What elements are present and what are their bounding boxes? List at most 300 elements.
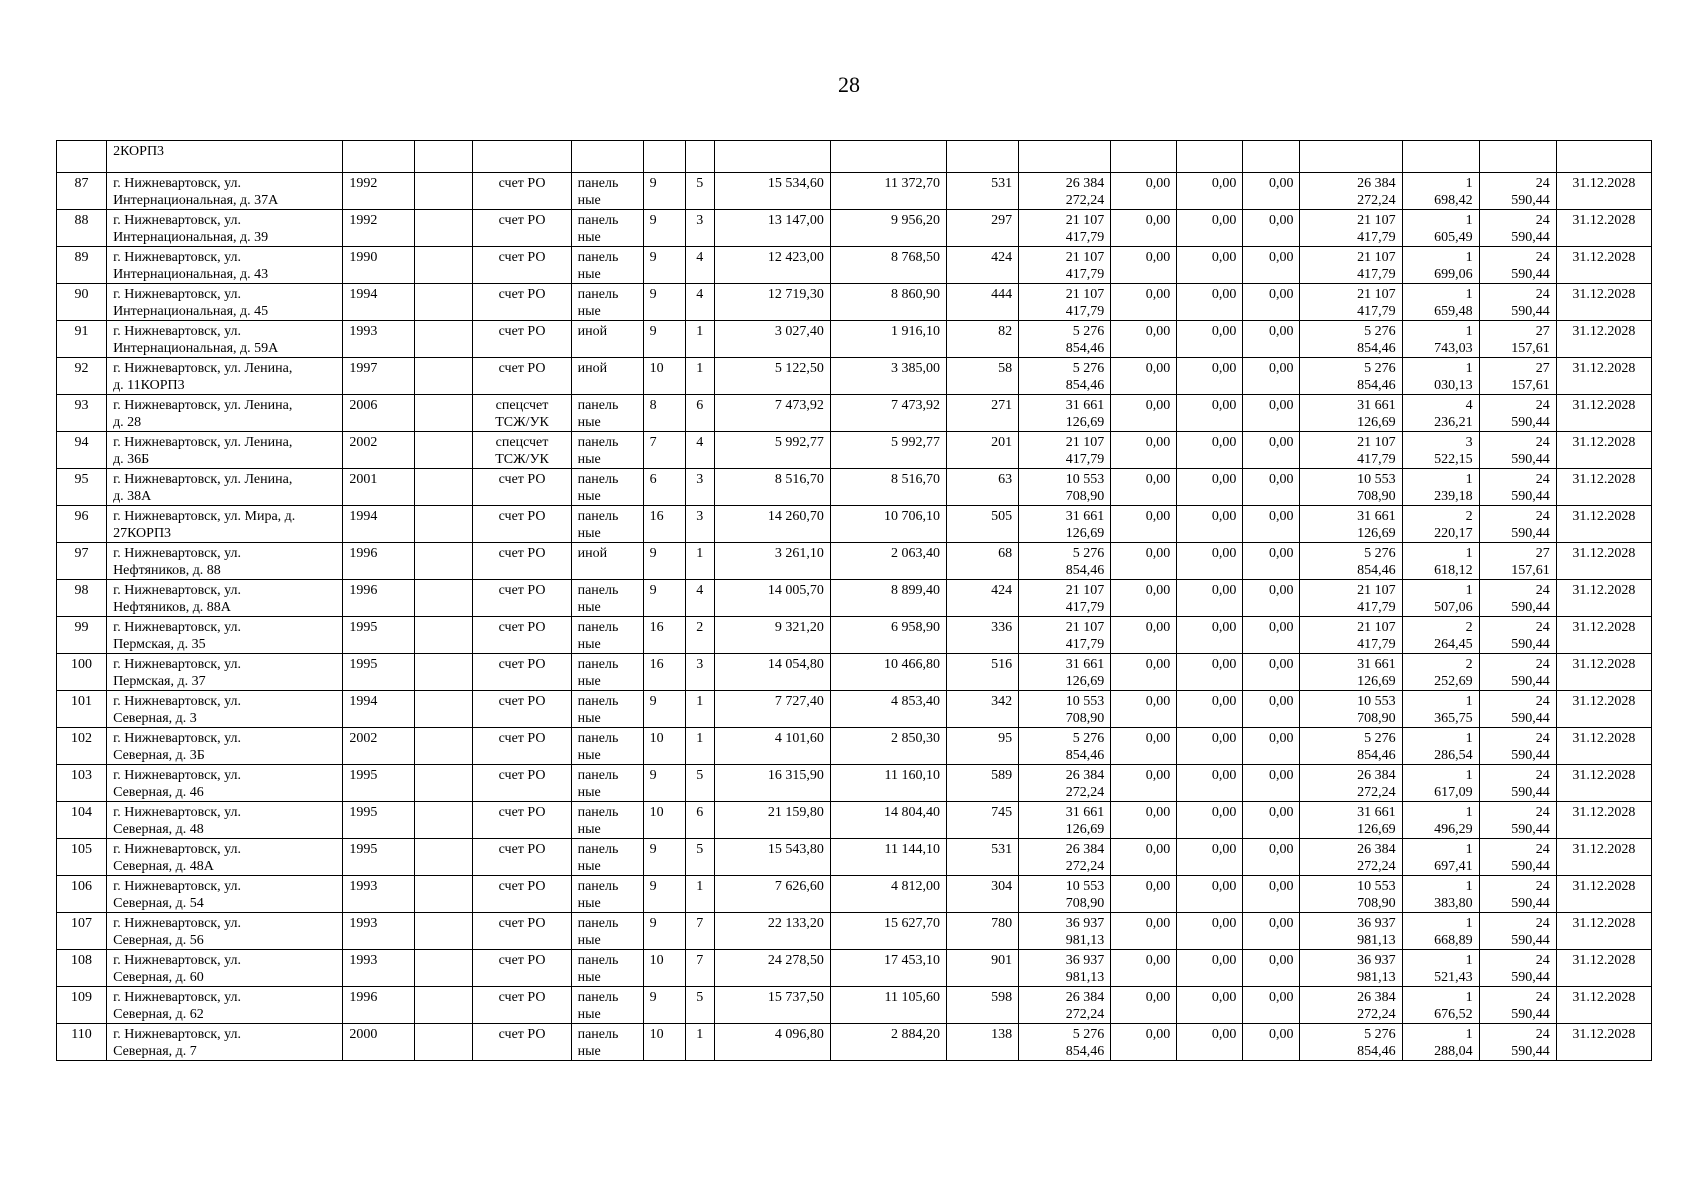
cell-cost-1: 0,00 xyxy=(1111,284,1177,321)
cell-empty xyxy=(415,543,473,580)
cell-cost-3: 0,00 xyxy=(1243,580,1300,617)
cell-cost-1: 0,00 xyxy=(1111,950,1177,987)
cell-cost-total: 26 384 272,24 xyxy=(1019,839,1111,876)
cell-living-area: 2 850,30 xyxy=(830,728,946,765)
cell-cost-3: 0,00 xyxy=(1243,432,1300,469)
cell-cost-1: 0,00 xyxy=(1111,506,1177,543)
cell-fund-method: счет РО xyxy=(473,987,571,1024)
cell-cost-limit: 27 157,61 xyxy=(1479,321,1556,358)
cell-cost-1: 0,00 xyxy=(1111,987,1177,1024)
cell-living-area: 2 884,20 xyxy=(830,1024,946,1061)
cell-number: 109 xyxy=(57,987,107,1024)
cell-cost-total: 31 661 126,69 xyxy=(1019,395,1111,432)
cell-cost-sum: 26 384 272,24 xyxy=(1300,987,1402,1024)
table-row xyxy=(57,469,1652,506)
cell-deadline: 31.12.2028 xyxy=(1556,432,1651,469)
cell-cost-3: 0,00 xyxy=(1243,1024,1300,1061)
cell-cost-per-sqm: 1 383,80 xyxy=(1402,876,1479,913)
cell-cost-total: 26 384 272,24 xyxy=(1019,173,1111,210)
cell-cost-total: 26 384 272,24 xyxy=(1019,765,1111,802)
cell-wall-material: панель ные xyxy=(571,802,643,839)
cell-fund-method: счет РО xyxy=(473,210,571,247)
table-row xyxy=(57,432,1652,469)
cell-cost-sum: 36 937 981,13 xyxy=(1300,913,1402,950)
cell-cost-3: 0,00 xyxy=(1243,765,1300,802)
cell-wall-material: панель ные xyxy=(571,395,643,432)
cell-year: 1994 xyxy=(343,691,415,728)
cell-cost-per-sqm: 3 522,15 xyxy=(1402,432,1479,469)
cell-address: г. Нижневартовск, ул. Северная, д. 54 xyxy=(107,876,343,913)
cell-living-area: 17 453,10 xyxy=(830,950,946,987)
table-row xyxy=(57,691,1652,728)
cell-cost-sum: 21 107 417,79 xyxy=(1300,580,1402,617)
cell-total-area: 22 133,20 xyxy=(714,913,830,950)
cell-wall-material: панель ные xyxy=(571,765,643,802)
cell-cost-limit: 24 590,44 xyxy=(1479,876,1556,913)
cell-cost-3: 0,00 xyxy=(1243,876,1300,913)
cell-address: г. Нижневартовск, ул. Пермская, д. 37 xyxy=(107,654,343,691)
cell-total-area: 14 054,80 xyxy=(714,654,830,691)
cell-cost-sum: 36 937 981,13 xyxy=(1300,950,1402,987)
cell-entrances: 1 xyxy=(685,728,714,765)
table-row xyxy=(57,654,1652,691)
cell-cost-total: 21 107 417,79 xyxy=(1019,580,1111,617)
cell-year: 1992 xyxy=(343,173,415,210)
cell-residents: 780 xyxy=(947,913,1019,950)
cell-wall-material: панель ные xyxy=(571,580,643,617)
cell-cost-2: 0,00 xyxy=(1177,395,1243,432)
cell-cost-3: 0,00 xyxy=(1243,987,1300,1024)
cell-entrances: 3 xyxy=(685,469,714,506)
cell-cost-per-sqm: 1 286,54 xyxy=(1402,728,1479,765)
cell-cost-sum: 21 107 417,79 xyxy=(1300,617,1402,654)
cell-fund-method: счет РО xyxy=(473,654,571,691)
cell-cost-limit: 27 157,61 xyxy=(1479,358,1556,395)
cell-residents: 271 xyxy=(947,395,1019,432)
cell-residents: 95 xyxy=(947,728,1019,765)
cell-entrances: 5 xyxy=(685,987,714,1024)
cell-cost-2: 0,00 xyxy=(1177,543,1243,580)
cell-cost-limit: 24 590,44 xyxy=(1479,728,1556,765)
cell-year: 1993 xyxy=(343,950,415,987)
cell-floors: 10 xyxy=(643,358,685,395)
cell-entrances: 1 xyxy=(685,321,714,358)
cell-empty xyxy=(415,617,473,654)
cell-cost-2: 0,00 xyxy=(1177,284,1243,321)
table-row xyxy=(57,284,1652,321)
cell-deadline: 31.12.2028 xyxy=(1556,839,1651,876)
cell-cost-per-sqm: 1 659,48 xyxy=(1402,284,1479,321)
cell-number: 103 xyxy=(57,765,107,802)
cell-cost-limit: 24 590,44 xyxy=(1479,247,1556,284)
cell-cost-limit: 24 590,44 xyxy=(1479,654,1556,691)
cell-empty xyxy=(415,876,473,913)
cell-total-area: 5 992,77 xyxy=(714,432,830,469)
cell-year: 1995 xyxy=(343,765,415,802)
cell-wall-material: панель ные xyxy=(571,617,643,654)
cell-empty xyxy=(415,321,473,358)
cell-address: г. Нижневартовск, ул. Ленина, д. 11КОРП3 xyxy=(107,358,343,395)
cell-cost-1: 0,00 xyxy=(1111,839,1177,876)
cell-total-area: 8 516,70 xyxy=(714,469,830,506)
cell-cost-limit: 24 590,44 xyxy=(1479,432,1556,469)
cell-cost-per-sqm: 1 365,75 xyxy=(1402,691,1479,728)
cell-deadline: 31.12.2028 xyxy=(1556,210,1651,247)
cell-address: г. Нижневартовск, ул. Северная, д. 7 xyxy=(107,1024,343,1061)
cell-living-area: 1 916,10 xyxy=(830,321,946,358)
cell-total-area: 5 122,50 xyxy=(714,358,830,395)
cell-cost-3: 0,00 xyxy=(1243,321,1300,358)
cell-fund-method: счет РО xyxy=(473,802,571,839)
cell-total-area: 9 321,20 xyxy=(714,617,830,654)
cell-entrances: 5 xyxy=(685,173,714,210)
cell-total-area: 14 005,70 xyxy=(714,580,830,617)
cell-cost-total: 5 276 854,46 xyxy=(1019,728,1111,765)
cell-total-area: 12 719,30 xyxy=(714,284,830,321)
cell-deadline: 31.12.2028 xyxy=(1556,913,1651,950)
cell-entrances: 2 xyxy=(685,617,714,654)
cell-wall-material: иной xyxy=(571,543,643,580)
cell-cost-per-sqm: 1 496,29 xyxy=(1402,802,1479,839)
cell-cost-sum: 31 661 126,69 xyxy=(1300,395,1402,432)
cell-cost-limit: 24 590,44 xyxy=(1479,802,1556,839)
cell-residents: 336 xyxy=(947,617,1019,654)
cell-deadline: 31.12.2028 xyxy=(1556,247,1651,284)
cell-living-area: 3 385,00 xyxy=(830,358,946,395)
cell-cost-3: 0,00 xyxy=(1243,506,1300,543)
cell-empty xyxy=(415,506,473,543)
cell-cost-3: 0,00 xyxy=(1243,691,1300,728)
cell-year: 2002 xyxy=(343,728,415,765)
cell-entrances: 7 xyxy=(685,913,714,950)
cell-cost-3: 0,00 xyxy=(1243,802,1300,839)
cell-cost-sum: 5 276 854,46 xyxy=(1300,543,1402,580)
table-row xyxy=(57,987,1652,1024)
cell-floors: 9 xyxy=(643,876,685,913)
cell-residents: 68 xyxy=(947,543,1019,580)
cell-cost-3: 0,00 xyxy=(1243,543,1300,580)
cell-address: г. Нижневартовск, ул. Пермская, д. 35 xyxy=(107,617,343,654)
cell-living-area: 8 516,70 xyxy=(830,469,946,506)
cell-deadline: 31.12.2028 xyxy=(1556,802,1651,839)
page-number: 28 xyxy=(838,72,860,97)
cell-total-area: 14 260,70 xyxy=(714,506,830,543)
cell-empty xyxy=(415,802,473,839)
cell-address: г. Нижневартовск, ул. Северная, д. 3Б xyxy=(107,728,343,765)
cell-deadline: 31.12.2028 xyxy=(1556,1024,1651,1061)
cell-total-area: 7 727,40 xyxy=(714,691,830,728)
cell-living-area: 15 627,70 xyxy=(830,913,946,950)
cell-deadline: 31.12.2028 xyxy=(1556,173,1651,210)
cell-cost-limit: 24 590,44 xyxy=(1479,913,1556,950)
cell-entrances: 3 xyxy=(685,210,714,247)
cell-cost-limit: 24 590,44 xyxy=(1479,580,1556,617)
housing-registry-table xyxy=(56,140,1652,1061)
cell-cost-1: 0,00 xyxy=(1111,173,1177,210)
cell-cost-2: 0,00 xyxy=(1177,654,1243,691)
cell-address: г. Нижневартовск, ул. Северная, д. 62 xyxy=(107,987,343,1024)
cell-deadline: 31.12.2028 xyxy=(1556,469,1651,506)
cell-number: 105 xyxy=(57,839,107,876)
continuation-row xyxy=(57,141,1652,173)
cell-cost-sum: 5 276 854,46 xyxy=(1300,728,1402,765)
cell-deadline: 31.12.2028 xyxy=(1556,506,1651,543)
cell-cost-2: 0,00 xyxy=(1177,728,1243,765)
table-row xyxy=(57,728,1652,765)
cell-floors: 10 xyxy=(643,728,685,765)
cell-number: 98 xyxy=(57,580,107,617)
cell-residents: 589 xyxy=(947,765,1019,802)
cell-cost-1: 0,00 xyxy=(1111,395,1177,432)
cell-wall-material: панель ные xyxy=(571,913,643,950)
table-row xyxy=(57,839,1652,876)
cell-cost-total: 36 937 981,13 xyxy=(1019,950,1111,987)
cell-total-area: 21 159,80 xyxy=(714,802,830,839)
cell-total-area: 15 534,60 xyxy=(714,173,830,210)
cell-cost-per-sqm: 1 676,52 xyxy=(1402,987,1479,1024)
cell-cost-2: 0,00 xyxy=(1177,950,1243,987)
cell-cost-total: 5 276 854,46 xyxy=(1019,1024,1111,1061)
cell-residents: 297 xyxy=(947,210,1019,247)
cell-floors: 9 xyxy=(643,543,685,580)
cell-cost-sum: 10 553 708,90 xyxy=(1300,469,1402,506)
cell-wall-material: иной xyxy=(571,321,643,358)
cell-address: г. Нижневартовск, ул. Нефтяников, д. 88А xyxy=(107,580,343,617)
cell-fund-method: счет РО xyxy=(473,321,571,358)
cell-cost-1: 0,00 xyxy=(1111,432,1177,469)
cell-cost-sum: 21 107 417,79 xyxy=(1300,432,1402,469)
cell-cost-per-sqm: 1 030,13 xyxy=(1402,358,1479,395)
cell-year: 1995 xyxy=(343,654,415,691)
cell-empty xyxy=(415,691,473,728)
cell-residents: 304 xyxy=(947,876,1019,913)
cell-cost-limit: 24 590,44 xyxy=(1479,469,1556,506)
cell-residents: 58 xyxy=(947,358,1019,395)
cell-cost-total: 21 107 417,79 xyxy=(1019,210,1111,247)
cell-cost-total: 5 276 854,46 xyxy=(1019,543,1111,580)
cell-total-area: 7 473,92 xyxy=(714,395,830,432)
cell-cost-1: 0,00 xyxy=(1111,580,1177,617)
cell-total-area: 3 261,10 xyxy=(714,543,830,580)
cell-year: 1997 xyxy=(343,358,415,395)
cell-cost-1: 0,00 xyxy=(1111,728,1177,765)
cell-cost-sum: 5 276 854,46 xyxy=(1300,358,1402,395)
table-body xyxy=(57,141,1652,1061)
cell-cost-3: 0,00 xyxy=(1243,913,1300,950)
cell-cost-2: 0,00 xyxy=(1177,913,1243,950)
cell-cost-limit: 27 157,61 xyxy=(1479,543,1556,580)
table-row xyxy=(57,913,1652,950)
cell-cost-per-sqm: 1 618,12 xyxy=(1402,543,1479,580)
cell-floors: 9 xyxy=(643,173,685,210)
cell-living-area: 14 804,40 xyxy=(830,802,946,839)
cell-year: 1993 xyxy=(343,876,415,913)
cell-number: 107 xyxy=(57,913,107,950)
cell-empty xyxy=(415,173,473,210)
table-row xyxy=(57,210,1652,247)
cell-cost-sum: 26 384 272,24 xyxy=(1300,839,1402,876)
cell-cost-3: 0,00 xyxy=(1243,950,1300,987)
cell-wall-material: панель ные xyxy=(571,432,643,469)
cell-cost-limit: 24 590,44 xyxy=(1479,691,1556,728)
cell-entrances: 7 xyxy=(685,950,714,987)
cell-wall-material: панель ные xyxy=(571,950,643,987)
cell-total-area: 15 737,50 xyxy=(714,987,830,1024)
cell-fund-method: счет РО xyxy=(473,950,571,987)
cell-cost-limit: 24 590,44 xyxy=(1479,1024,1556,1061)
table-row xyxy=(57,765,1652,802)
cell-address: г. Нижневартовск, ул. Северная, д. 48 xyxy=(107,802,343,839)
cell-cost-sum: 10 553 708,90 xyxy=(1300,691,1402,728)
cell-empty xyxy=(415,432,473,469)
cell-deadline: 31.12.2028 xyxy=(1556,395,1651,432)
cell-cost-sum: 26 384 272,24 xyxy=(1300,173,1402,210)
cell-floors: 9 xyxy=(643,284,685,321)
cell-cost-limit: 24 590,44 xyxy=(1479,210,1556,247)
table-row xyxy=(57,543,1652,580)
cell-cost-total: 10 553 708,90 xyxy=(1019,469,1111,506)
cell-cost-limit: 24 590,44 xyxy=(1479,284,1556,321)
cell-cost-total: 5 276 854,46 xyxy=(1019,321,1111,358)
cell-cost-1: 0,00 xyxy=(1111,321,1177,358)
cell-wall-material: панель ные xyxy=(571,876,643,913)
table-row xyxy=(57,358,1652,395)
cell-floors: 10 xyxy=(643,950,685,987)
cell-floors: 7 xyxy=(643,432,685,469)
cell-deadline: 31.12.2028 xyxy=(1556,543,1651,580)
cell-cost-sum: 21 107 417,79 xyxy=(1300,210,1402,247)
cell-empty xyxy=(415,247,473,284)
cell-fund-method: счет РО xyxy=(473,913,571,950)
cell-cost-3: 0,00 xyxy=(1243,358,1300,395)
cell-entrances: 1 xyxy=(685,876,714,913)
cell-number: 96 xyxy=(57,506,107,543)
cell-fund-method: счет РО xyxy=(473,1024,571,1061)
cell-address: г. Нижневартовск, ул. Мира, д. 27КОРП3 xyxy=(107,506,343,543)
cell-residents: 201 xyxy=(947,432,1019,469)
cell-residents: 505 xyxy=(947,506,1019,543)
cell-cost-2: 0,00 xyxy=(1177,469,1243,506)
cell-wall-material: панель ные xyxy=(571,728,643,765)
cell-cost-per-sqm: 1 697,41 xyxy=(1402,839,1479,876)
cell-cost-per-sqm: 1 239,18 xyxy=(1402,469,1479,506)
cell-empty xyxy=(415,913,473,950)
cell-fund-method: счет РО xyxy=(473,358,571,395)
cell-cost-2: 0,00 xyxy=(1177,580,1243,617)
cell-fund-method: счет РО xyxy=(473,839,571,876)
cell-cost-limit: 24 590,44 xyxy=(1479,506,1556,543)
cell-floors: 9 xyxy=(643,580,685,617)
cell-deadline: 31.12.2028 xyxy=(1556,617,1651,654)
cell-year: 1995 xyxy=(343,802,415,839)
cell-year: 2001 xyxy=(343,469,415,506)
cell-cost-total: 21 107 417,79 xyxy=(1019,247,1111,284)
cell-cost-2: 0,00 xyxy=(1177,173,1243,210)
cell-residents: 745 xyxy=(947,802,1019,839)
cell-living-area: 8 860,90 xyxy=(830,284,946,321)
cell-empty xyxy=(415,210,473,247)
cell-number: 106 xyxy=(57,876,107,913)
cell-living-area: 9 956,20 xyxy=(830,210,946,247)
cell-residents: 598 xyxy=(947,987,1019,1024)
cell-deadline: 31.12.2028 xyxy=(1556,950,1651,987)
cell-year: 1996 xyxy=(343,543,415,580)
cell-entrances: 1 xyxy=(685,358,714,395)
cell-deadline: 31.12.2028 xyxy=(1556,691,1651,728)
cell-address: г. Нижневартовск, ул. Ленина, д. 36Б xyxy=(107,432,343,469)
cell-floors: 8 xyxy=(643,395,685,432)
cell-cost-1: 0,00 xyxy=(1111,543,1177,580)
cell-cost-1: 0,00 xyxy=(1111,247,1177,284)
cell-cost-limit: 24 590,44 xyxy=(1479,617,1556,654)
cell-cost-2: 0,00 xyxy=(1177,617,1243,654)
cell-year: 1993 xyxy=(343,321,415,358)
cell-address: г. Нижневартовск, ул. Интернациональная, д. 37А xyxy=(107,173,343,210)
cell-residents: 138 xyxy=(947,1024,1019,1061)
cell-cost-per-sqm: 2 220,17 xyxy=(1402,506,1479,543)
cell-number: 89 xyxy=(57,247,107,284)
cell-address: 2КОРП3 xyxy=(107,141,343,173)
cell-empty xyxy=(415,284,473,321)
table-row xyxy=(57,617,1652,654)
cell-wall-material: панель ные xyxy=(571,839,643,876)
cell-entrances: 3 xyxy=(685,506,714,543)
cell-living-area: 11 144,10 xyxy=(830,839,946,876)
cell-entrances: 4 xyxy=(685,432,714,469)
cell-wall-material: панель ные xyxy=(571,210,643,247)
cell-number: 101 xyxy=(57,691,107,728)
cell-cost-total: 31 661 126,69 xyxy=(1019,802,1111,839)
cell-year: 2002 xyxy=(343,432,415,469)
cell-fund-method: счет РО xyxy=(473,691,571,728)
table-row xyxy=(57,876,1652,913)
cell-cost-3: 0,00 xyxy=(1243,617,1300,654)
cell-year: 1994 xyxy=(343,506,415,543)
cell-number: 91 xyxy=(57,321,107,358)
cell-cost-total: 31 661 126,69 xyxy=(1019,654,1111,691)
cell-cost-1: 0,00 xyxy=(1111,210,1177,247)
cell-fund-method: счет РО xyxy=(473,728,571,765)
cell-cost-per-sqm: 1 288,04 xyxy=(1402,1024,1479,1061)
cell-empty xyxy=(415,1024,473,1061)
cell-address: г. Нижневартовск, ул. Ленина, д. 38А xyxy=(107,469,343,506)
cell-entrances: 5 xyxy=(685,765,714,802)
cell-deadline: 31.12.2028 xyxy=(1556,321,1651,358)
cell-year: 2000 xyxy=(343,1024,415,1061)
cell-cost-1: 0,00 xyxy=(1111,617,1177,654)
cell-address: г. Нижневартовск, ул. Северная, д. 3 xyxy=(107,691,343,728)
cell-cost-2: 0,00 xyxy=(1177,247,1243,284)
cell-floors: 6 xyxy=(643,469,685,506)
cell-floors: 9 xyxy=(643,321,685,358)
cell-empty xyxy=(415,469,473,506)
cell-cost-per-sqm: 1 668,89 xyxy=(1402,913,1479,950)
cell-address: г. Нижневартовск, ул. Интернациональная, д. 45 xyxy=(107,284,343,321)
cell-entrances: 4 xyxy=(685,247,714,284)
cell-living-area: 11 105,60 xyxy=(830,987,946,1024)
cell-wall-material: панель ные xyxy=(571,173,643,210)
cell-residents: 531 xyxy=(947,839,1019,876)
cell-number: 99 xyxy=(57,617,107,654)
cell-cost-sum: 21 107 417,79 xyxy=(1300,284,1402,321)
cell-address: г. Нижневартовск, ул. Северная, д. 48А xyxy=(107,839,343,876)
cell-total-area: 16 315,90 xyxy=(714,765,830,802)
cell-living-area: 2 063,40 xyxy=(830,543,946,580)
cell-total-area: 7 626,60 xyxy=(714,876,830,913)
table-row xyxy=(57,173,1652,210)
cell-year: 1996 xyxy=(343,987,415,1024)
cell-total-area: 4 096,80 xyxy=(714,1024,830,1061)
